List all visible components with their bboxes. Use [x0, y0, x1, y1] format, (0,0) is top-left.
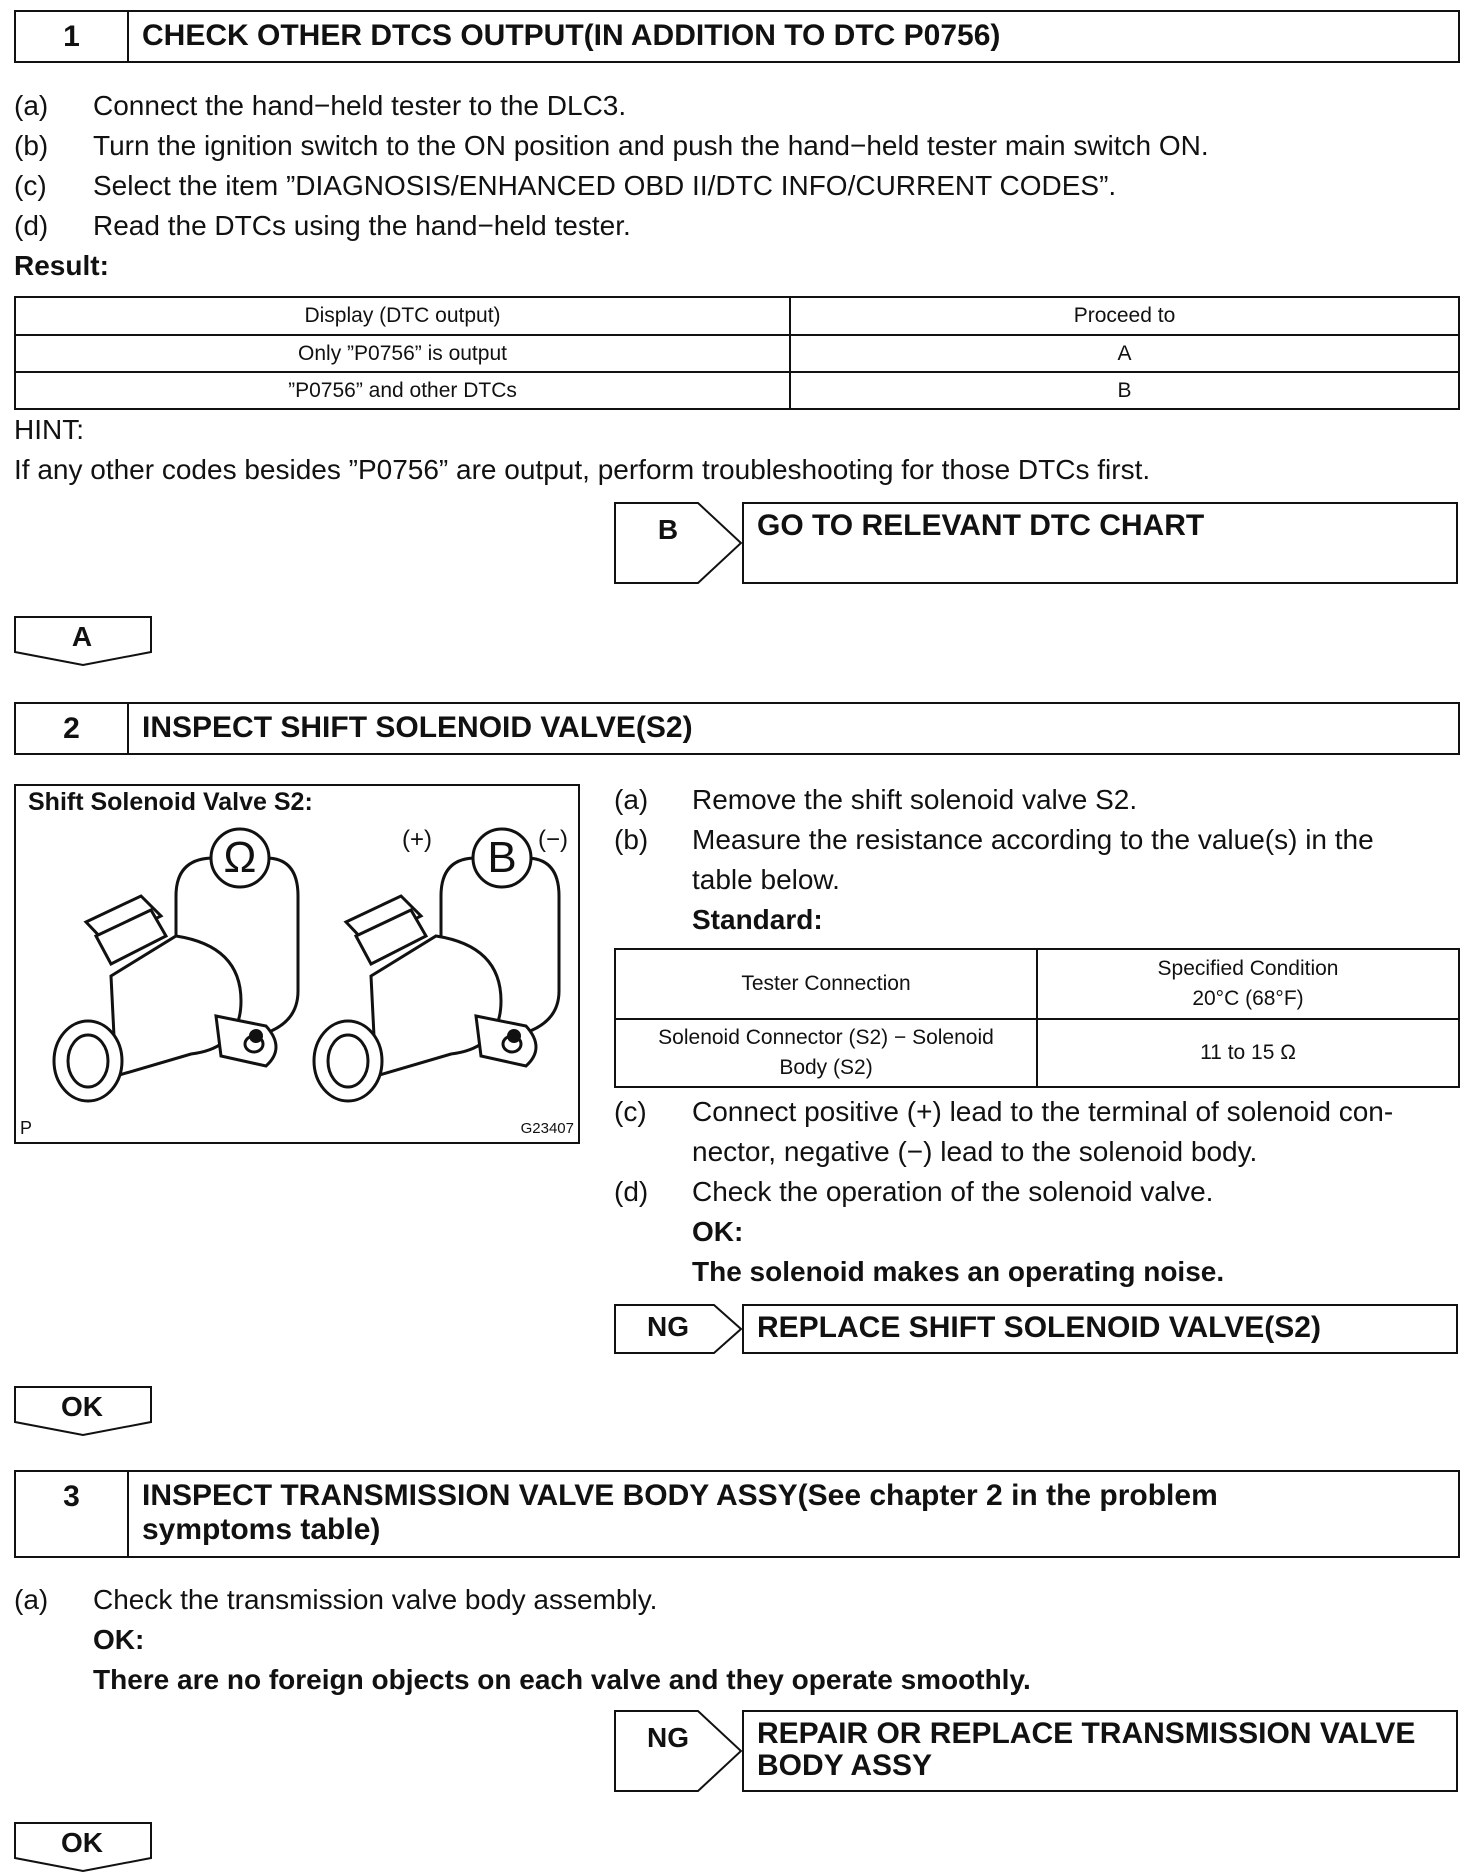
branch-ng [614, 1710, 1458, 1792]
step-number: 3 [16, 1472, 129, 1556]
step-title [129, 1472, 1458, 1556]
branch-message: REPLACE SHIFT SOLENOID VALVE(S2) [742, 1304, 1458, 1354]
solenoid-body-icon [314, 896, 536, 1101]
step-label: (d) [614, 1176, 649, 1207]
standard-label: Standard: [692, 904, 823, 935]
branch-tag [614, 1304, 742, 1354]
table-cell: ”P0756” and other DTCs [15, 372, 790, 409]
step-label: (a) [14, 1584, 49, 1615]
table-header: Display (DTC output) [15, 297, 790, 335]
step-text: Connect positive (+) lead to the terminal of solenoid con- [692, 1096, 1394, 1127]
step-text: Turn the ignition switch to the ON position and push the hand−held tester main switch ON. [93, 130, 1209, 161]
branch-message: GO TO RELEVANT DTC CHART [742, 502, 1458, 584]
cell-line: Body (S2) [779, 1056, 873, 1079]
table-header [1037, 949, 1459, 1019]
step-2-header [14, 702, 1460, 755]
step-text: Connect the hand−held tester to the DLC3. [93, 90, 627, 121]
step-number: 2 [16, 704, 129, 753]
next-tag-label: A [71, 621, 93, 652]
step-number: 1 [16, 12, 129, 61]
branch-tag-label: NG [647, 1311, 689, 1342]
step-label: (a) [14, 90, 49, 121]
step-text: table below. [692, 864, 840, 895]
step-3-header [14, 1470, 1460, 1558]
negative-label: (−) [538, 826, 568, 853]
battery-symbol: B [487, 833, 517, 882]
step-label: (b) [14, 130, 49, 161]
table-header: Tester Connection [615, 949, 1037, 1019]
result-label: Result: [14, 250, 109, 281]
step-title: INSPECT SHIFT SOLENOID VALVE(S2) [142, 711, 693, 744]
table-cell: Only ”P0756” is output [15, 335, 790, 372]
ok-label: OK: [93, 1624, 145, 1655]
step-label: (c) [14, 170, 47, 201]
solenoid-figure [14, 784, 580, 1144]
step-text: Measure the resistance according to the value(s) in the [692, 824, 1374, 855]
step-1-header [14, 10, 1460, 63]
branch-tag [614, 1710, 742, 1792]
probe-contact [249, 1029, 263, 1043]
header-line: 20°C (68°F) [1192, 987, 1304, 1010]
ok-label: OK: [692, 1216, 744, 1247]
probe-contact [507, 1029, 521, 1043]
branch-tag [614, 502, 742, 584]
hint-text: If any other codes besides ”P0756” are output, perform troubleshooting for those DTCs first. [14, 454, 1151, 485]
branch-message [742, 1710, 1458, 1792]
step-text: Read the DTCs using the hand−held tester. [93, 210, 631, 241]
step-label: (b) [614, 824, 649, 855]
title-line: INSPECT TRANSMISSION VALVE BODY ASSY(See chapter 2 in the problem [142, 1479, 1218, 1512]
table-cell: B [790, 372, 1459, 409]
result-table [14, 296, 1460, 410]
spec-table [614, 948, 1460, 1088]
step-label: (c) [614, 1096, 647, 1127]
step-label: (d) [14, 210, 49, 241]
step-label: (a) [614, 784, 649, 815]
message-line: REPAIR OR REPLACE TRANSMISSION VALVE [757, 1717, 1416, 1750]
step-text: nector, negative (−) lead to the solenoid body. [692, 1136, 1258, 1167]
next-tab-ok [14, 1386, 152, 1436]
step-title: CHECK OTHER DTCS OUTPUT(IN ADDITION TO DTC P0756) [142, 19, 1001, 52]
next-tab-ok [14, 1822, 152, 1872]
cell-line: Solenoid Connector (S2) − Solenoid [658, 1026, 994, 1049]
ok-text: There are no foreign objects on each valve and they operate smoothly. [93, 1664, 1031, 1695]
solenoid-body-icon [54, 896, 276, 1101]
step-text: Check the transmission valve body assembly. [93, 1584, 658, 1615]
step-text: Check the operation of the solenoid valve. [692, 1176, 1214, 1207]
positive-label: (+) [402, 826, 432, 853]
ok-text: The solenoid makes an operating noise. [692, 1256, 1225, 1287]
next-tag-label: OK [61, 1391, 103, 1422]
next-tag-label: OK [61, 1827, 103, 1858]
table-cell: A [790, 335, 1459, 372]
branch-b [614, 502, 1458, 584]
step-text: Remove the shift solenoid valve S2. [692, 784, 1138, 815]
table-cell: 11 to 15 Ω [1037, 1019, 1459, 1087]
step-text: Select the item ”DIAGNOSIS/ENHANCED OBD II/DTC INFO/CURRENT CODES”. [93, 170, 1117, 201]
hint-label: HINT: [14, 414, 84, 445]
table-cell [615, 1019, 1037, 1087]
table-header: Proceed to [790, 297, 1459, 335]
figure-corner-left: P [20, 1118, 33, 1138]
header-line: Specified Condition [1157, 957, 1339, 980]
message-line: BODY ASSY [757, 1749, 933, 1782]
next-tab-a [14, 616, 152, 666]
title-line: symptoms table) [142, 1513, 381, 1546]
ohm-symbol: Ω [223, 833, 257, 882]
figure-title: Shift Solenoid Valve S2: [28, 788, 313, 816]
branch-ng [614, 1304, 1458, 1354]
branch-tag-label: NG [647, 1722, 689, 1753]
branch-tag-label: B [657, 514, 679, 545]
figure-id: G23407 [520, 1120, 574, 1137]
